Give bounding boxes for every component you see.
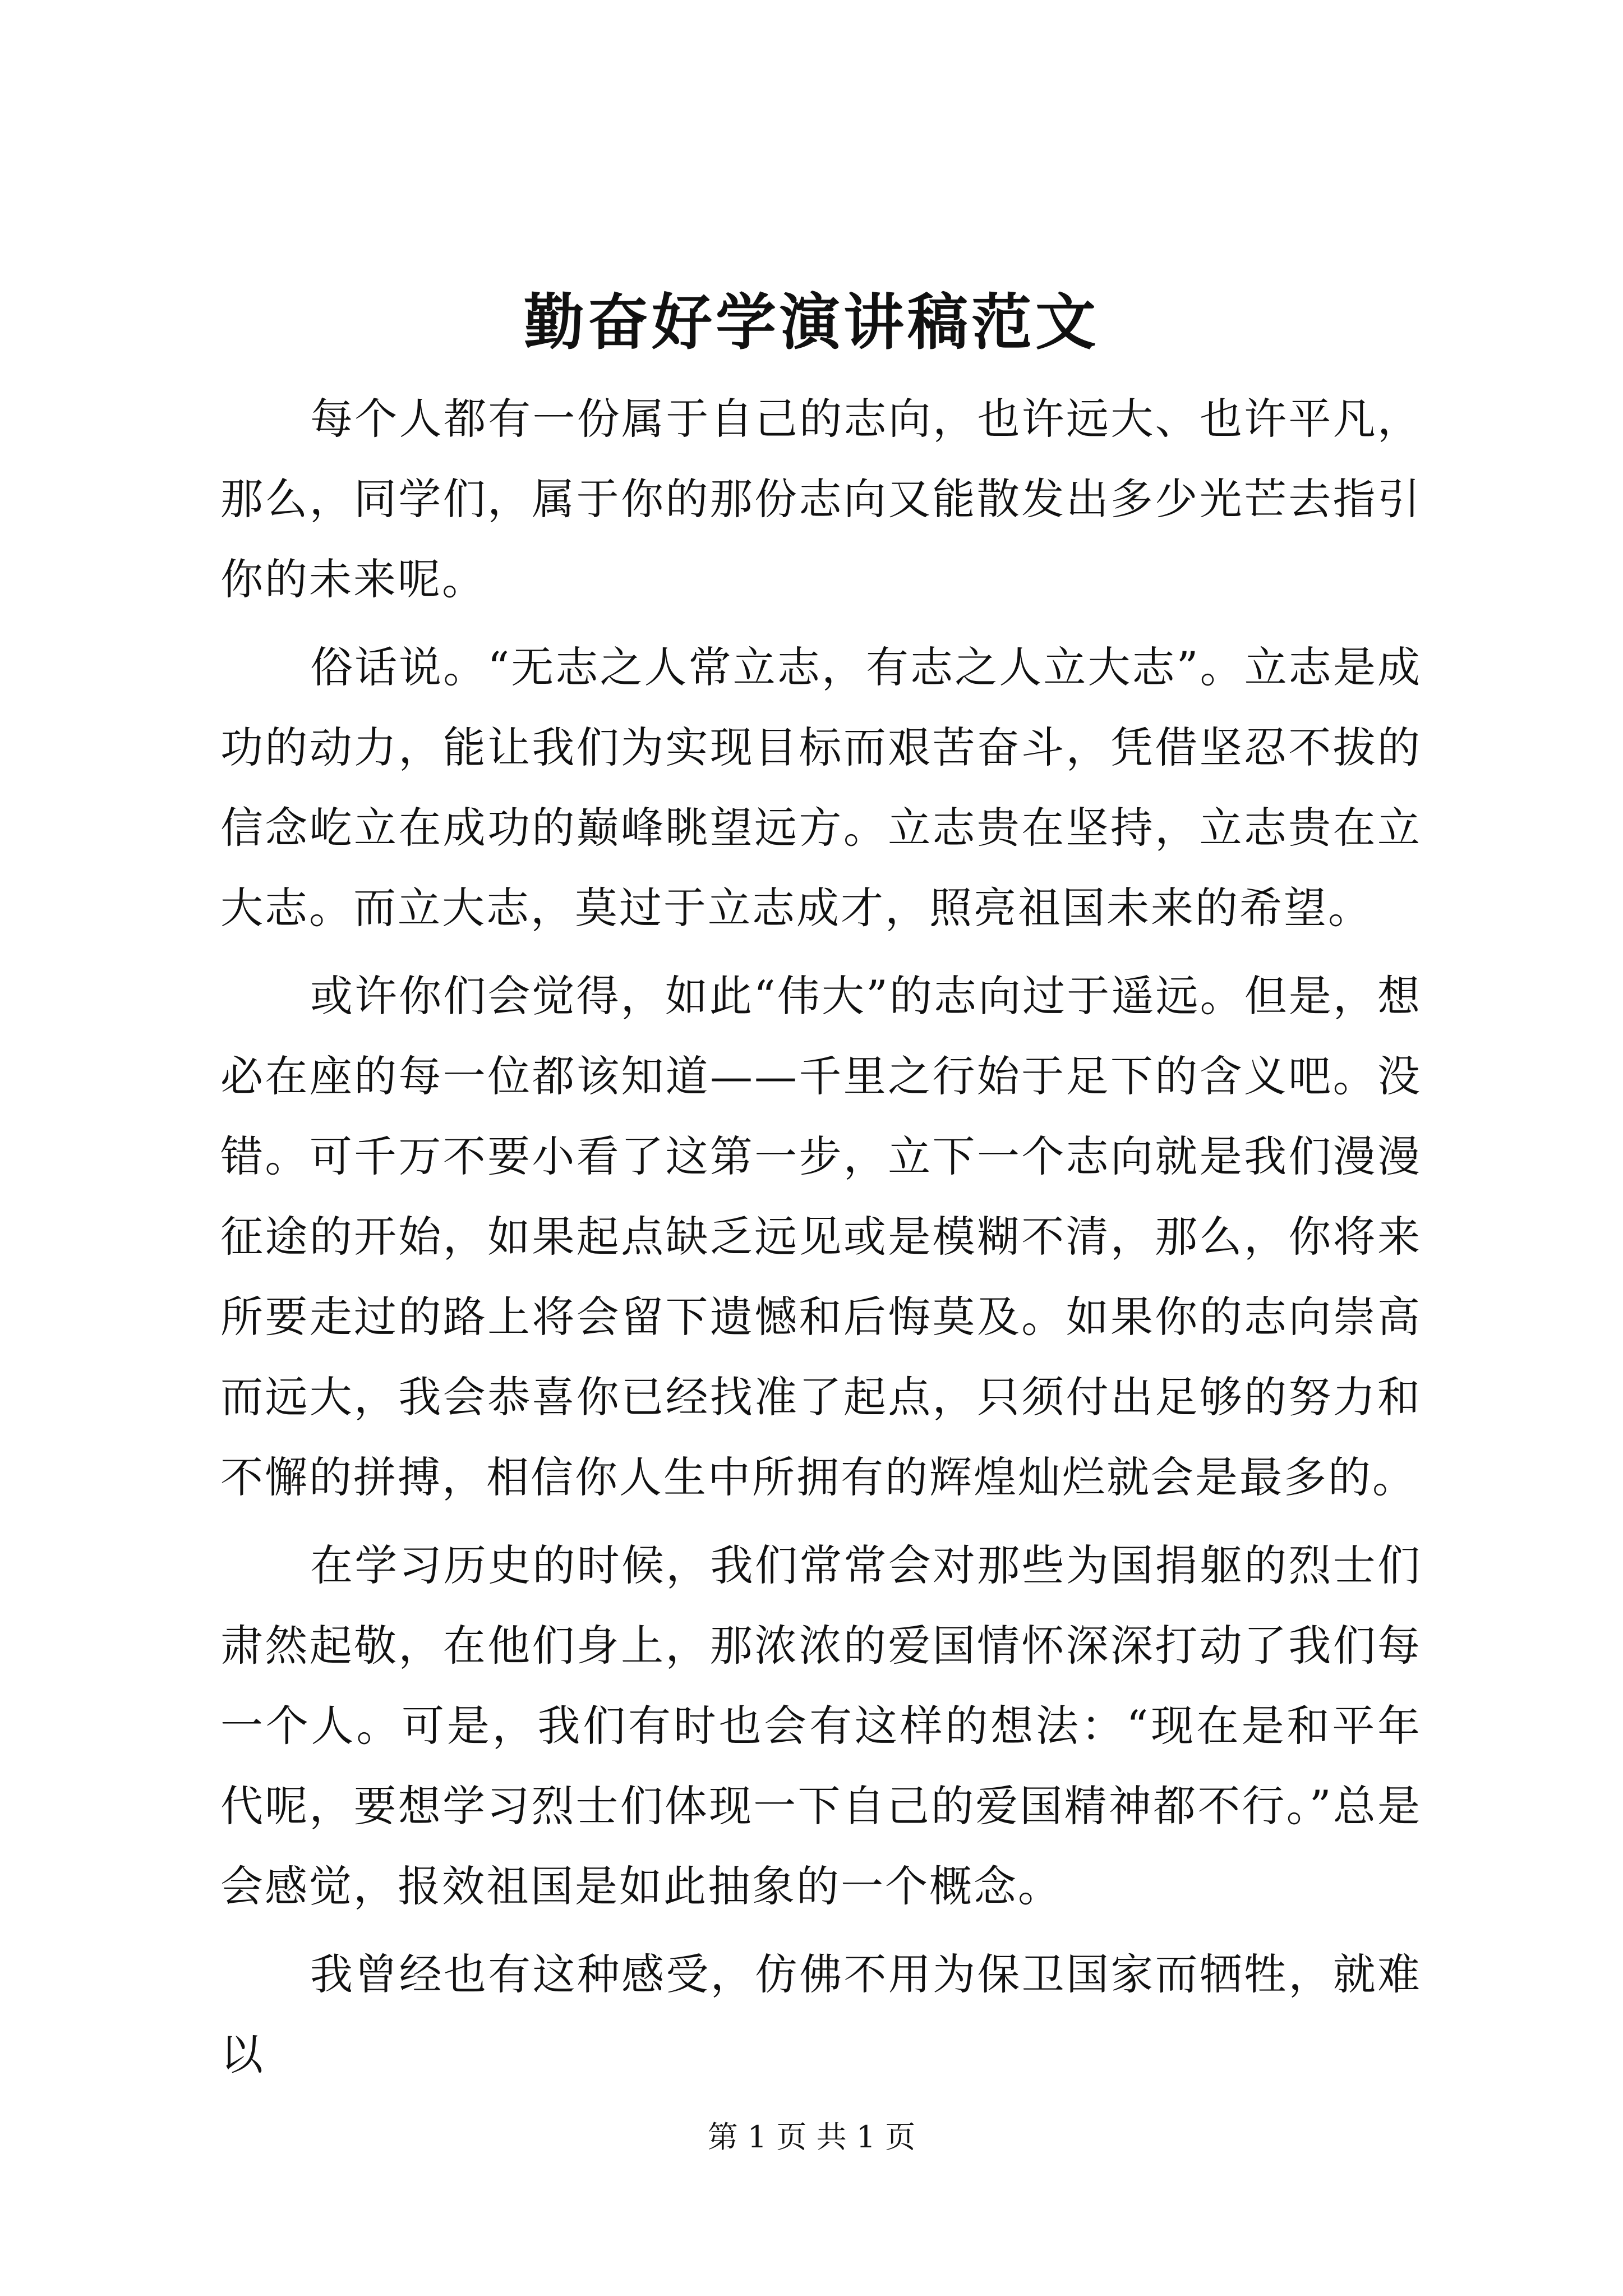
document-title: 勤奋好学演讲稿范文 (523, 287, 1099, 358)
paragraph-1: 每个人都有一份属于自己的志向，也许远大、也许平凡，那么，同学们，属于你的那份志向又能散发出多少光芒去指引你的未来呢。 (220, 394, 1422, 604)
page-footer: 第 1 页 共 1 页 (707, 2119, 916, 2155)
document-body (220, 379, 1422, 2102)
paragraph-3: 或许你们会觉得，如此“伟大”的志向过于遥远。但是，想必在座的每一位都该知道——千里之行始于足下的含义吧。没错。可千万不要小看了这第一步，立下一个志向就是我们漫漫征途的开始，如果起点缺乏远见或是模糊不清，那么，你将来所要走过的路上将会留下遗憾和后悔莫及。如果你的志向崇高而远大，我会恭喜你已经找准了起点，只须付出足够的努力和不懈的拼搏，相信你人生中所拥有的辉煌灿烂就会是最多的。 (220, 971, 1422, 1502)
paragraph-4: 在学习历史的时候，我们常常会对那些为国捐躯的烈士们肃然起敬，在他们身上，那浓浓的爱国情怀深深打动了我们每一个人。可是，我们有时也会有这样的想法：“现在是和平年代呢，要想学习烈士们体现一下自己的爱国精神都不行。”总是会感觉，报效祖国是如此抽象的一个概念。 (220, 1540, 1422, 1911)
paragraph-5: 我曾经也有这种感受，仿佛不用为保卫国家而牺牲，就难以 (220, 1949, 1422, 2079)
paragraph-2: 俗话说。“无志之人常立志，有志之人立大志”。立志是成功的动力，能让我们为实现目标而艰苦奋斗，凭借坚忍不拔的信念屹立在成功的巅峰眺望远方。立志贵在坚持，立志贵在立大志。而立大志，莫过于立志成才，照亮祖国未来的希望。 (220, 642, 1422, 933)
